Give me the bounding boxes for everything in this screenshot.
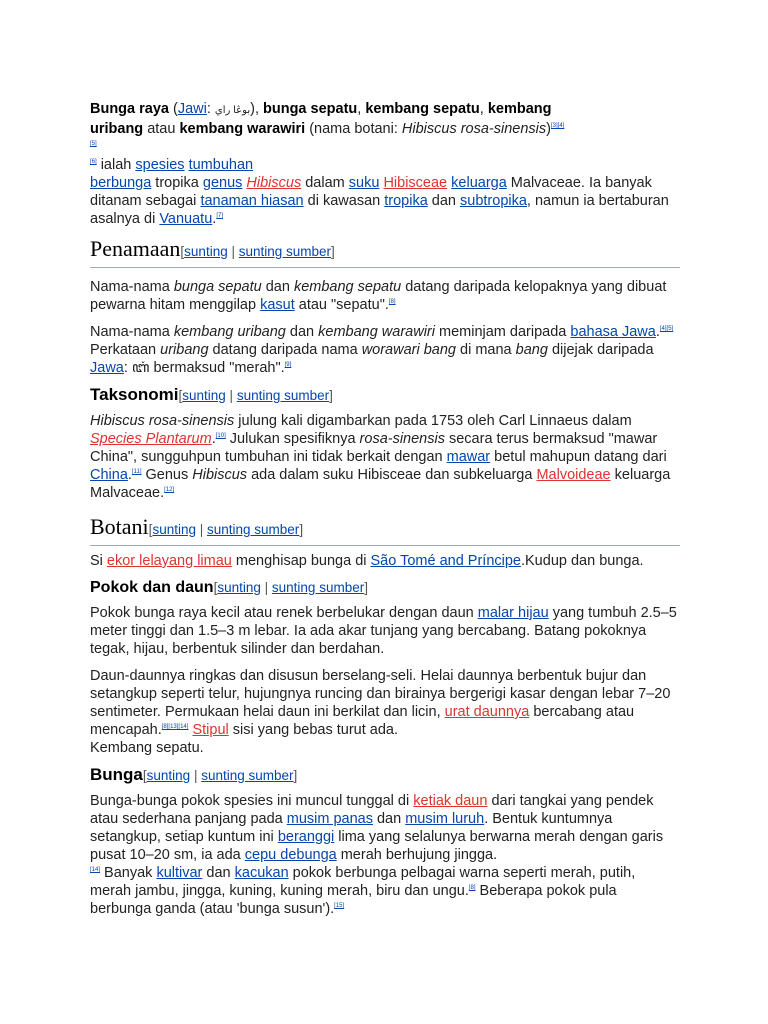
link-kacukan[interactable]: kacukan — [234, 865, 289, 881]
section-heading-bunga: Bunga[sunting | sunting sumber] — [90, 765, 298, 784]
lead-paragraph-2: [6] ialah spesies tumbuhan berbunga tropika genus Hibiscus dalam suku Hibisceae keluarga Malvaceae. Ia banyak ditanam sebagai tanaman hiasan di kawasan tropika dan subtropika, namun ia bertaburan asalnya di Vanuatu.[7] — [90, 157, 669, 227]
edit-source-link[interactable]: sunting sumber — [201, 768, 294, 783]
reference-link[interactable]: [4][5] — [659, 326, 674, 332]
reference-link[interactable]: [12] — [164, 487, 175, 493]
lead-paragraph: Bunga raya (Jawi: بوڠا راي), bunga sepatu, kembang sepatu, kembang uribang atau kembang warawiri (nama botani: Hibiscus rosa-sinensis)[3][4][5] — [90, 101, 565, 147]
link-urat-daunnya[interactable]: urat daunnya — [444, 704, 530, 720]
link-tumbuhan[interactable]: tumbuhan — [188, 157, 254, 173]
edit-link[interactable]: sunting — [184, 244, 228, 259]
edit-link[interactable]: sunting — [217, 580, 261, 595]
reference-link[interactable]: [15] — [334, 903, 345, 909]
reference-link[interactable]: [10] — [215, 433, 226, 439]
reference-link[interactable]: [14] — [90, 867, 101, 873]
reference-link[interactable]: [8] — [468, 885, 476, 891]
edit-links: [sunting | sunting sumber] — [213, 580, 368, 595]
link-musim-luruh[interactable]: musim luruh — [405, 811, 485, 827]
link-hibisceae[interactable]: Hibisceae — [383, 175, 448, 191]
link-china[interactable]: China — [90, 467, 128, 483]
edit-link[interactable]: sunting — [182, 388, 226, 403]
edit-links: [sunting | sunting sumber] — [142, 768, 298, 783]
section-heading-taksonomi: Taksonomi[sunting | sunting sumber] — [90, 385, 333, 404]
taksonomi-paragraph: Hibiscus rosa-sinensis julung kali digambarkan pada 1753 oleh Carl Linnaeus dalam Species Plantarum.[10] Julukan spesifiknya rosa-sinensis secara terus bermaksud "mawar China", sungguhpun tumbuhan ini tidak berkait dengan mawar betul mahupun datang dari China.[11] Genus Hibiscus ada dalam suku Hibisceae dan subkeluarga Malvoideae keluarga Malvaceae.[12] — [90, 413, 671, 501]
reference-link[interactable]: [7] — [216, 213, 223, 219]
link-mawar[interactable]: mawar — [446, 449, 491, 465]
bunga-paragraph: Bunga-bunga pokok spesies ini muncul tunggal di ketiak daun dari tangkai yang pendek atau sederhana panjang pada musim panas dan musim luruh. Bentuk kuntumnya setangkup, setiap kuntum ini beranggi lima yang selalunya berwarna merah dengan garis pusat 10–20 sm, ia ada cepu debunga merah berhujung jingga. [14] Banyak kultivar dan kacukan pokok berbunga pelbagai warna seperti merah, putih, merah jambu, jingga, kuning, kuning merah, biru dan ungu.[8] Beberapa pokok pula berbunga ganda (atau 'bunga susun').[15] — [90, 793, 664, 917]
section-heading-botani: Botani[sunting | sunting sumber] — [90, 514, 680, 546]
link-species-plantarum[interactable]: Species Plantarum — [90, 431, 212, 447]
link-sao-tome[interactable]: São Tomé and Príncipe — [370, 553, 521, 569]
link-jawi[interactable]: Jawi — [177, 101, 207, 117]
edit-source-link[interactable]: sunting sumber — [238, 244, 332, 259]
link-ekor-lelayang-limau[interactable]: ekor lelayang limau — [106, 553, 232, 569]
link-subtropika[interactable]: subtropika — [460, 193, 527, 209]
reference-link[interactable]: [9] — [284, 362, 292, 368]
penamaan-paragraph-2: Nama-nama kembang uribang dan kembang warawiri meminjam daripada bahasa Jawa.[4][5] Perkataan uribang datang daripada nama worawari bang di mana bang dijejak daripada Jawa: ꦧꦁ bermaksud "merah".[9] — [90, 324, 674, 376]
link-cepu-debunga[interactable]: cepu debunga — [244, 847, 337, 863]
link-kasut[interactable]: kasut — [260, 297, 295, 313]
edit-link[interactable]: sunting — [146, 768, 191, 783]
link-beranggi[interactable]: beranggi — [277, 829, 335, 845]
title-term: Bunga raya — [90, 101, 169, 117]
link-jawa[interactable]: Jawa — [90, 360, 124, 376]
pokok-paragraph-1: Pokok bunga raya kecil atau renek berbelukar dengan daun malar hijau yang tumbuh 2.5–5 meter tinggi dan 1.5–3 m lebar. Ia ada akar tunjang yang bercabang. Batang pokoknya tegak, hijau, berbentuk silinder dan berdahan. — [90, 605, 677, 657]
link-spesies[interactable]: spesies — [135, 157, 185, 173]
edit-source-link[interactable]: sunting sumber — [271, 580, 365, 595]
section-heading-pokok-dan-daun: Pokok dan daun[sunting | sunting sumber] — [90, 579, 368, 596]
pokok-paragraph-2: Daun-daunnya ringkas dan disusun berselang-seli. Helai daunnya berbentuk bujur dan setangkup seperti telur, hujungnya runcing dan birainya bergerigi kasar dengan lebar 7–20 sentimeter. Permukaan helai daun ini berkilat dan licin, urat daunnya bercabang atau mencapah.[8][13][14] Stipul sisi yang bebas turut ada. Kembang sepatu. — [90, 668, 671, 756]
link-berbunga[interactable]: berbunga — [90, 175, 152, 191]
link-malvoideae[interactable]: Malvoideae — [536, 467, 611, 483]
link-vanuatu[interactable]: Vanuatu — [159, 211, 213, 227]
link-stipul[interactable]: Stipul — [192, 722, 229, 738]
penamaan-paragraph-1: Nama-nama bunga sepatu dan kembang sepatu datang daripada kelopaknya yang dibuat pewarna hitam menggilap kasut atau "sepatu".[8] — [90, 279, 667, 313]
link-malar-hijau[interactable]: malar hijau — [477, 605, 549, 621]
link-ketiak-daun[interactable]: ketiak daun — [413, 793, 488, 809]
link-suku[interactable]: suku — [348, 175, 380, 191]
edit-links: [sunting | sunting sumber] — [180, 244, 335, 259]
link-hibiscus[interactable]: Hibiscus — [246, 175, 302, 191]
jawi-script: بوڠا راي — [214, 105, 251, 116]
edit-source-link[interactable]: sunting sumber — [207, 522, 300, 537]
article-body — [90, 100, 680, 918]
reference-link[interactable]: [6] — [90, 159, 97, 165]
reference-link[interactable]: [11] — [131, 469, 142, 475]
link-musim-panas[interactable]: musim panas — [286, 811, 373, 827]
image-caption: Kembang sepatu. — [90, 740, 204, 756]
link-tropika[interactable]: tropika — [384, 193, 428, 209]
edit-links: [sunting | sunting sumber] — [148, 522, 304, 537]
link-bahasa-jawa[interactable]: bahasa Jawa — [570, 324, 656, 340]
edit-link[interactable]: sunting — [152, 522, 196, 537]
reference-link[interactable]: [8] — [388, 299, 396, 305]
link-genus[interactable]: genus — [202, 175, 243, 191]
edit-source-link[interactable]: sunting sumber — [236, 388, 330, 403]
section-heading-penamaan: Penamaan[sunting | sunting sumber] — [90, 236, 680, 268]
reference-link[interactable]: [3][4][5] — [90, 123, 565, 147]
link-kultivar[interactable]: kultivar — [156, 865, 203, 881]
reference-link[interactable]: [8][13][14] — [161, 724, 189, 730]
botani-caption: Si ekor lelayang limau menghisap bunga di São Tomé and Príncipe.Kudup dan bunga. — [90, 553, 644, 569]
link-keluarga[interactable]: keluarga — [451, 175, 507, 191]
edit-links: [sunting | sunting sumber] — [178, 388, 333, 403]
link-tanaman-hiasan[interactable]: tanaman hiasan — [200, 193, 304, 209]
